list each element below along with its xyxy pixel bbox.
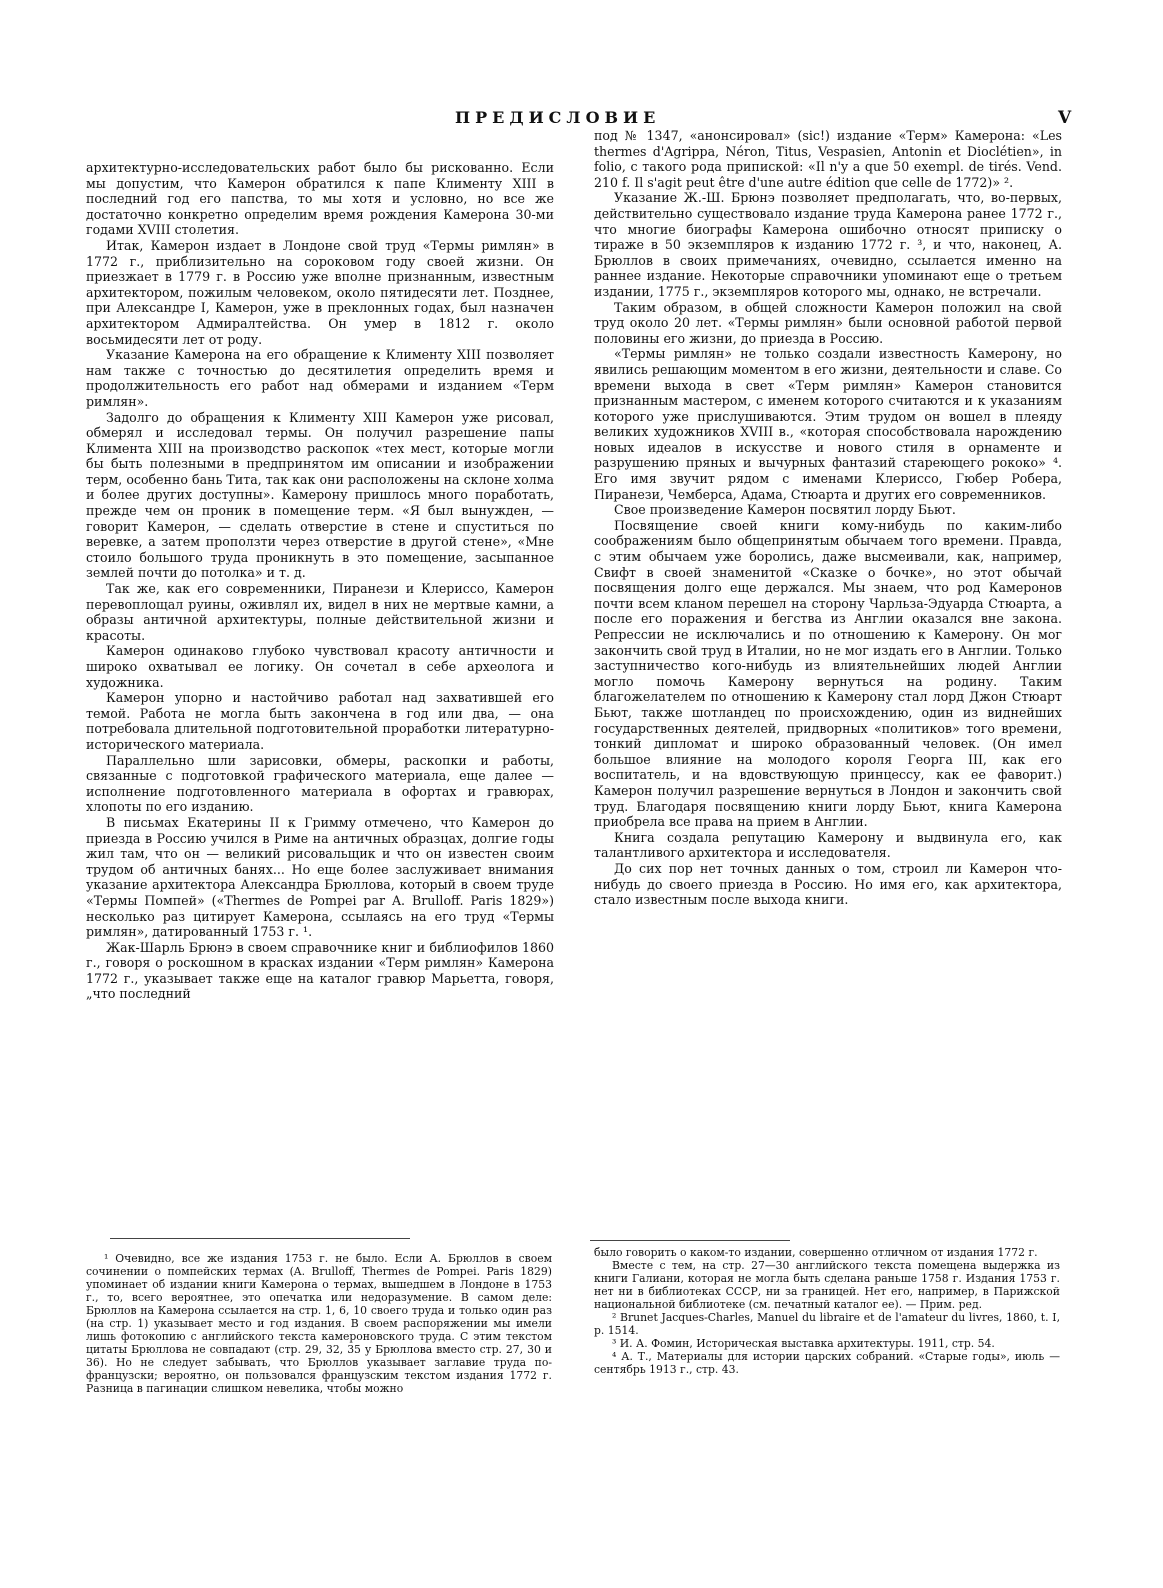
page-number: V [1058, 108, 1072, 128]
left-text-column [86, 160, 554, 1002]
paragraph: Жак-Шарль Брюнэ в своем справочнике книг и библиофилов 1860 г., говоря о роскошном в красках издании «Терм римлян» Камерона 1772 г., указывает также еще на каталог гравюр Марьетта, говоря, „что последний [86, 939, 554, 1002]
paragraph: До сих пор нет точных данных о том, строил ли Камерон что-нибудь до своего приезда в Россию. Но имя его, как архитектора, стало известным после выхода книги. [594, 860, 1062, 908]
footnote-continuation: было говорить о каком-то издании, совершенно отличном от издания 1772 г. [594, 1246, 1038, 1259]
paragraph: Свое произведение Камерон посвятил лорду Бьют. [614, 502, 956, 518]
paragraph: архитектурно-исследовательских работ было бы рискованно. Если мы допустим, что Камерон обратился к папе Клименту XIII в последний год его папства, то мы хотя и условно, но все же достаточно конкретно определим время рождения Камерона 30-ми годами XVIII столетия. [86, 160, 554, 238]
footnote: ³ И. А. Фомин, Историческая выставка архитектуры. 1911, стр. 54. [612, 1337, 995, 1350]
paragraph: Книга создала репутацию Камерону и выдвинула его, как талантливого архитектора и исследователя. [594, 829, 1062, 861]
paragraph: Параллельно шли зарисовки, обмеры, раскопки и работы, связанные с подготовкой графического материала, еще далее — исполнение подготовленного материала в офортах и гравюрах, хлопоты по его изданию. [86, 752, 554, 815]
footnotes-left [86, 1252, 552, 1395]
paragraph: Таким образом, в общей сложности Камерон положил на свой труд около 20 лет. «Термы римлян» были основной работой первой половины его жизни, до приезда в Россию. [594, 299, 1062, 346]
paragraph-continuation: под № 1347, «анонсировал» (sic!) издание «Терм» Камерона: «Les thermes d'Agrippa, Néron, Titus, Vespasien, Antonin et Dioclétien», in folio, с такого рода припиской: «Il n'y a que 50 exempl. de tirés. Vend. 210 f. Il s'agit peut être d'une autre édition que celle de 1772)» ². [594, 128, 1062, 190]
paragraph: Указание Камерона на его обращение к Клименту XIII позволяет нам также с точностью до десятилетия определить время и продолжительность его работ над обмерами и изданием «Терм римлян». [86, 347, 554, 409]
footnote-divider [110, 1238, 410, 1239]
paragraph: Указание Ж.-Ш. Брюнэ позволяет предполагать, что, во-первых, действительно существовало издание труда Камерона ранее 1772 г., что многие биографы Камерона ошибочно относят приписку о тираже в 50 экземпляров к изданию 1772 г. ³, и что, наконец, А. Брюллов в своих примечаниях, очевидно, ссылается именно на раннее издание. Некоторые справочники упоминают еще о третьем издании, 1775 г., экземпляров которого мы, однако, не встречали. [594, 190, 1062, 299]
paragraph: Посвящение своей книги кому-нибудь по каким-либо соображениям было общепринятым обычаем того времени. Правда, с этим обычаем уже боролись, даже высмеивали, как, например, Свифт в своей знаменитой «Сказке о бочке», но этот обычай посвящения долго еще держался. Мы знаем, что род Камеронов почти всем кланом перешел на сторону Чарльза-Эдуарда Стюарта, а после его поражения и бегства из Англии оказался вне закона. Репрессии не исключались и по отношению к Камерону. Он мог закончить свой труд в Италии, но не мог издать его в Англии. Только заступничество кого-нибудь из влиятельнейших людей Англии могло помочь Камерону вернуться на родину. Таким благожелателем по отношению к Камерону стал лорд Джон Стюарт Бьют, также шотландец по происхождению, один из виднейших государственных деятелей, придворных «политиков» того времени, тонкий дипломат и широко образованный человек. (Он имел большое влияние на молодого короля Георга III, как его воспитатель, и на вдовствующую принцессу, как ее фаворит.) Камерон получил разрешение вернуться в Лондон и закончить свой труд. Благодаря посвящению книги лорду Бьют, книга Камерона приобрела все права на прием в Англии. [594, 517, 1062, 830]
paragraph: «Термы римлян» не только создали известность Камерону, но явились решающим моментом в его жизни, деятельности и славе. Со времени выхода в свет «Терм римлян» Камерон становится признанным мастером, с именем которого считаются и к указаниям которого уже прислушиваются. Этим трудом он вошел в плеяду великих художников XVIII в., «которая способствовала нарождению новых идеалов в искусстве и нового стиля в орнаменте и разрушению пряных и вычурных фантазий стареющего рококо» ⁴. Его имя звучит рядом с именами Клериссо, Гюбер Робера, Пиранези, Чемберса, Адама, Стюарта и других его современников. [594, 346, 1062, 502]
right-text-column [594, 128, 1062, 908]
footnote: ⁴ А. Т., Материалы для истории царских собраний. «Старые годы», июль — сентябрь 1913 г., стр. 43. [594, 1350, 1060, 1376]
paragraph: В письмах Екатерины II к Гримму отмечено, что Камерон до приезда в Россию учился в Риме на античных образцах, долгие годы жил там, что он — великий рисовальщик и что он известен своим трудом об античных банях... Но еще более заслуживает внимания указание архитектора Александра Брюллова, который в своем труде «Термы Помпей» («Thermes de Pompei par A. Brulloff. Paris 1829») несколько раз цитирует Камерона, ссылаясь на его труд «Термы римлян», датированный 1753 г. ¹. [86, 814, 554, 940]
paragraph: Камерон одинаково глубоко чувствовал красоту античности и широко охватывал ее логику. Он сочетал в себе археолога и художника. [86, 643, 554, 690]
paragraph: Задолго до обращения к Клименту XIII Камерон уже рисовал, обмерял и исследовал термы. Он получил разрешение папы Климента XIII на производство раскопок «тех мест, которые могли бы быть полезными в предпринятом им описании и изображении терм, особенно бань Тита, так как они расположены на склоне холма и более других доступны». Камерону пришлось много поработать, прежде чем он проник в помещение терм. «Я был вынужден, — говорит Камерон, — сделать отверстие в стене и спуститься по веревке, а затем проползти через отверстие в другой стене», «Мне стоило большого труда проникнуть в это помещение, засыпанное землей почти до потолка» и т. д. [86, 409, 554, 581]
footnote: ¹ Очевидно, все же издания 1753 г. не было. Если А. Брюллов в своем сочинении о помпейских термах (A. Brulloff, Thermes de Pompei. Paris 1829) упоминает об издании книги Камерона о термах, вышедшем в Лондоне в 1753 г., то, всего вероятнее, это опечатка или недоразумение. В самом деле: Брюллов на Камерона ссылается на стр. 1, 6, 10 своего труда и только один раз (на стр. 1) указывает место и год издания. В своем распоряжении мы имели лишь фотокопию с английского текста камероновского труда. С этим текстом цитаты Брюллова не совпадают (стр. 29, 32, 35 у Брюллова вместо стр. 27, 30 и 36). Но не следует забывать, что Брюллов указывает заглавие труда по-французски; вероятно, он пользовался французским текстом издания 1772 г. Разница в пагинации слишком невелика, чтобы можно [86, 1252, 552, 1395]
footnote: ² Brunet Jacques-Charles, Manuel du libraire et de l'amateur du livres, 1860, t. I, p. 1514. [594, 1311, 1060, 1337]
footnote: Вместе с тем, на стр. 27—30 английского текста помещена выдержка из книги Галиани, которая не могла быть сделана раньше 1758 г. Издания 1753 г. нет ни в библиотеках СССР, ни за границей. Нет его, например, в Парижской национальной библиотеке (см. печатный каталог ее). — Прим. ред. [594, 1259, 1060, 1311]
footnote-divider [590, 1240, 790, 1241]
running-title: ПРЕДИСЛОВИЕ [455, 108, 661, 127]
paragraph: Камерон упорно и настойчиво работал над захватившей его темой. Работа не могла быть закончена в год или два, — она потребовала длительной подготовительной проработки литературно-исторического материала. [86, 690, 554, 752]
paragraph: Так же, как его современники, Пиранези и Клериссо, Камерон перевоплощал руины, оживлял их, видел в них не мертвые камни, а образы античной архитектуры, полные действительной жизни и красоты. [86, 581, 554, 643]
paragraph: Итак, Камерон издает в Лондоне свой труд «Термы римлян» в 1772 г., приблизительно на сороковом году своей жизни. Он приезжает в 1779 г. в Россию уже вполне признанным, известным архитектором, пожилым человеком, около пятидесяти лет. Позднее, при Александре I, Камерон, уже в преклонных годах, был назначен архитектором Адмиралтейства. Он умер в 1812 г. около восьмидесяти лет от роду. [86, 237, 554, 347]
footnotes-right [594, 1246, 1060, 1376]
